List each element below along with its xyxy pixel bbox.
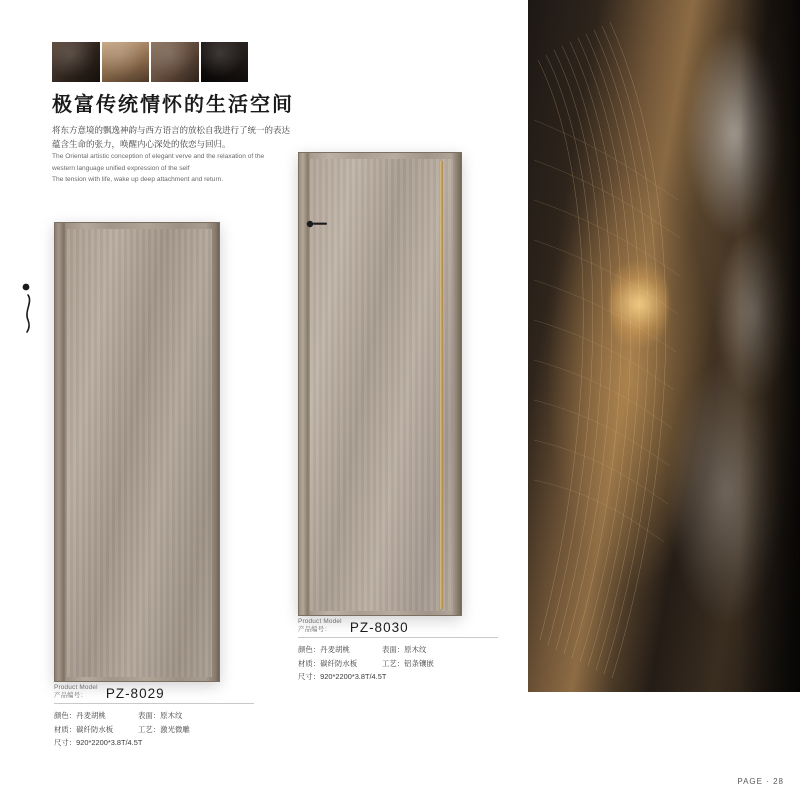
spec-cell: 颜色：丹麦胡桃 [54, 711, 106, 720]
texture-swatch-1 [52, 42, 100, 82]
spec-cell: 工艺：铝条镶嵌 [382, 658, 434, 668]
product-spec-pz-8029 [54, 684, 254, 750]
page-title: 极富传统情怀的生活空间 [52, 94, 294, 116]
model-row [54, 684, 254, 704]
texture-swatch-2 [102, 42, 150, 82]
hero-vignette [740, 0, 800, 692]
door-leaf [310, 159, 453, 611]
spec-cell: 材质：碳纤防水板 [298, 658, 358, 668]
door-image-pz-8029 [54, 222, 220, 682]
spec-row [298, 657, 498, 671]
spec-cell: 颜色：丹麦胡桃 [298, 645, 350, 654]
spec-cell: 尺寸：920*2200*3.8T/4.5T [298, 672, 387, 682]
model-label-en: Product Model [54, 684, 98, 691]
model-code: PZ-8029 [105, 686, 165, 701]
spec-cell: 材质：碳纤防水板 [54, 724, 114, 734]
door-handle-icon [22, 278, 36, 334]
model-label-cn: 产品编号： [298, 626, 331, 633]
door-handle-icon [306, 218, 328, 230]
english-description-line-2: western language unified expression of the self [52, 164, 190, 172]
product-spec-pz-8030 [298, 618, 498, 684]
model-code: PZ-8030 [349, 620, 409, 635]
spec-rows [298, 643, 498, 684]
spec-cell: 尺寸：920*2200*3.8T/4.5T [54, 738, 143, 748]
texture-thumbnail-strip [52, 42, 248, 82]
spec-cell: 表面：原木纹 [382, 645, 427, 654]
spec-row [54, 723, 254, 737]
spec-rows [54, 709, 254, 750]
texture-swatch-3 [151, 42, 199, 82]
texture-swatch-4 [201, 42, 249, 82]
aluminium-inlay-strip [440, 161, 443, 609]
page-number: PAGE · 28 [737, 777, 784, 786]
spec-row [298, 670, 498, 684]
model-label-cn: 产品编号： [54, 692, 87, 699]
chinese-description-line-2: 蕴含生命的张力，唤醒内心深处的依恋与回归。 [52, 139, 231, 150]
spec-cell: 表面：原木纹 [138, 711, 183, 720]
spec-row [54, 709, 254, 723]
spec-row [298, 643, 498, 657]
model-label-en: Product Model [298, 618, 342, 625]
english-description-line-3: The tension with life, wake up deep attachment and return. [52, 176, 224, 184]
door-leaf [67, 229, 212, 677]
hero-photo [528, 0, 800, 692]
chinese-description [52, 123, 352, 151]
spec-row [54, 736, 254, 750]
chinese-description-line-1: 将东方意境的飘逸神韵与西方语言的放松自我进行了统一的表达 [52, 125, 291, 135]
english-description-line-1: The Oriental artistic conception of elegant verve and the relaxation of the [52, 153, 265, 160]
model-row [298, 618, 498, 638]
model-labels [54, 684, 98, 700]
model-labels [298, 618, 342, 634]
spec-cell: 工艺：激光微雕 [138, 724, 190, 734]
